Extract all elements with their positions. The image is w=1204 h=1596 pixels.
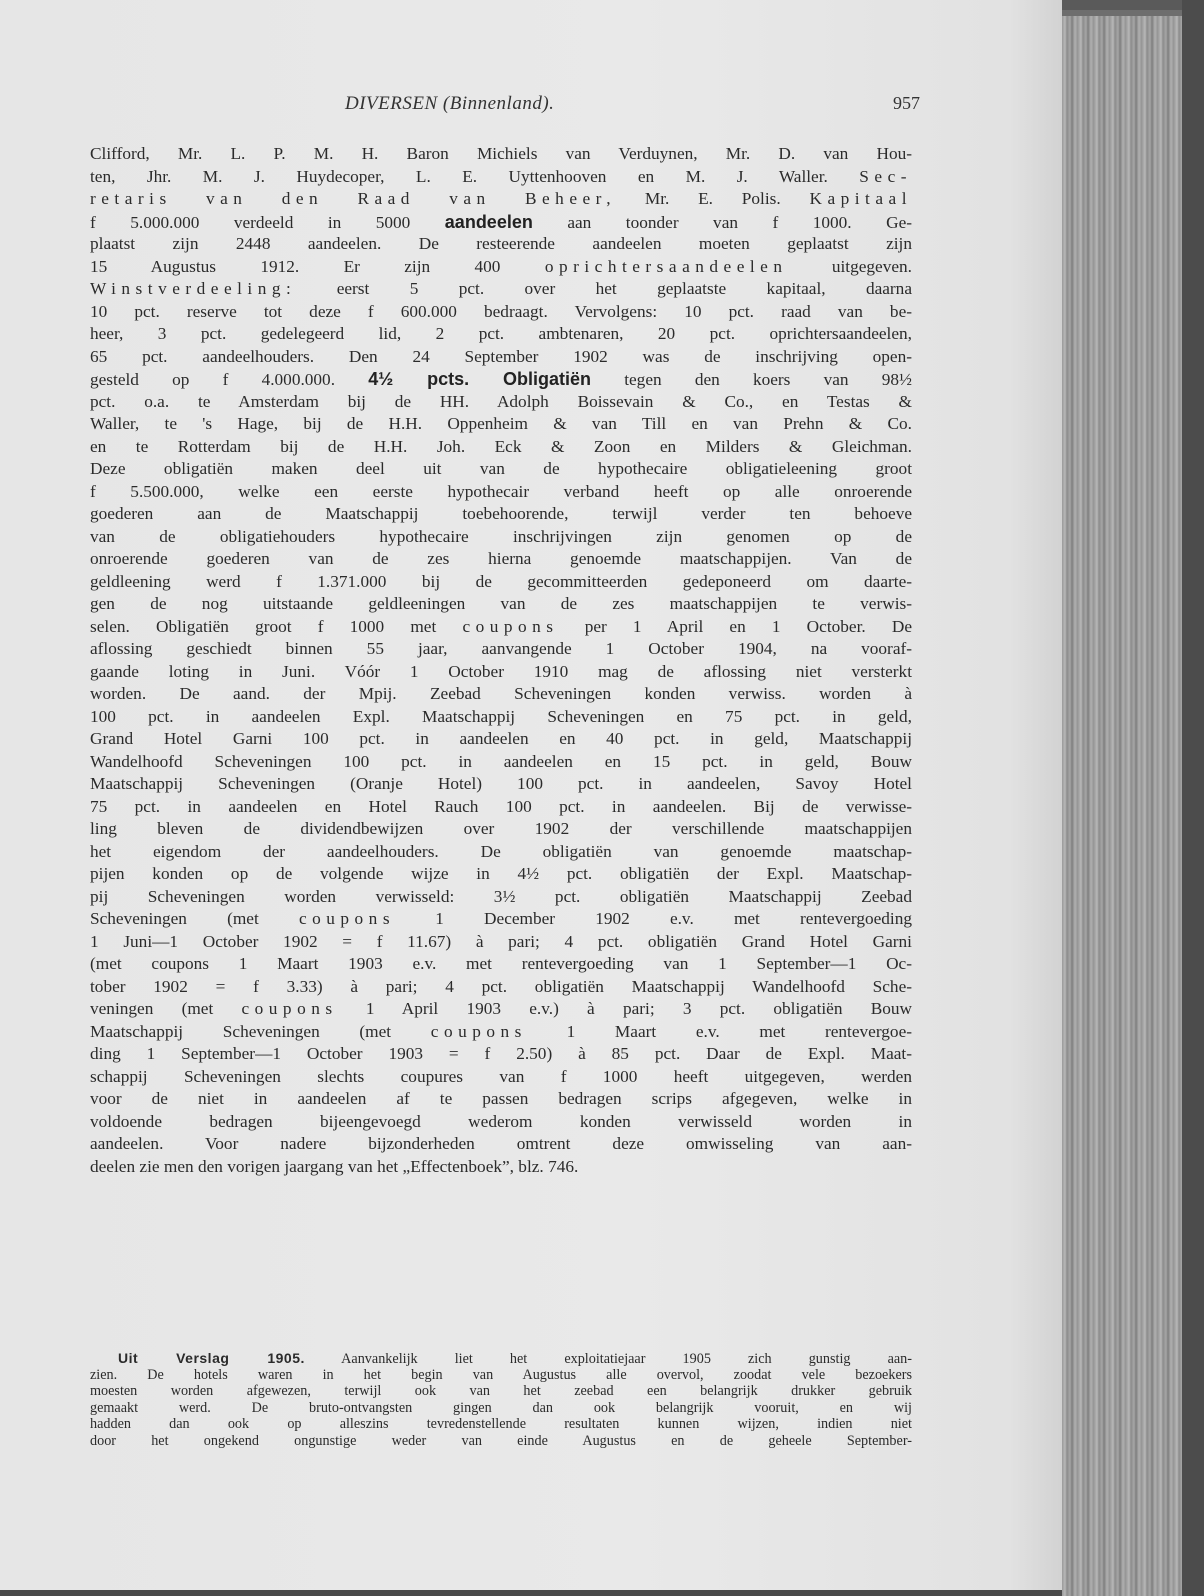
text-line: onroerende goederen van de zes hierna genoemde maatschappijen. Van de: [90, 549, 912, 568]
report-line: Uit Verslag 1905. Aanvankelijk liet het exploitatiejaar 1905 zich gunstig aan-: [118, 1350, 912, 1367]
text-line: gen de nog uitstaande geldleeningen van de zes maatschappijen te verwis-: [90, 594, 912, 613]
text-line: retaris van den Raad van Beheer, Mr. E. Polis. Kapitaal: [90, 189, 913, 208]
report-line: gemaakt werd. De bruto-ontvangsten gingen dan ook belangrijk vooruit, en wij: [90, 1399, 912, 1416]
text-line: Maatschappij Scheveningen (Oranje Hotel) 100 pct. in aandeelen, Savoy Hotel: [90, 774, 912, 793]
text-line: Winstverdeeling: eerst 5 pct. over het geplaatste kapitaal, daarna: [90, 279, 912, 298]
text-line: Grand Hotel Garni 100 pct. in aandeelen en 40 pct. in geld, Maatschappij: [90, 729, 912, 748]
text-line: en te Rotterdam bij de H.H. Joh. Eck & Zoon en Milders & Gleichman.: [90, 436, 912, 456]
text-line: Wandelhoofd Scheveningen 100 pct. in aandeelen en 15 pct. in geld, Bouw: [90, 751, 912, 771]
text-line: pijen konden op de volgende wijze in 4½ pct. obligatiën der Expl. Maatschap-: [90, 864, 912, 883]
text-line: deelen zie men den vorigen jaargang van het „Effectenboek”, blz. 746.: [90, 1156, 579, 1176]
book-page-edges: [1062, 10, 1182, 1596]
text-line: gaande loting in Juni. Vóór 1 October 1910 mag de aflossing niet versterkt: [90, 661, 912, 681]
emphasis-obligatien: 4½ pcts. Obligatiën: [368, 369, 592, 389]
report-line: hadden dan ook op alleszins tevredenstellende resultaten kunnen wijzen, indien niet: [90, 1416, 912, 1433]
page-header: [110, 93, 920, 123]
text-line: 75 pct. in aandeelen en Hotel Rauch 100 pct. in aandeelen. Bij de verwisse-: [90, 796, 912, 816]
text-line: ling bleven de dividendbewijzen over 1902 der verschillende maatschappijen: [90, 819, 912, 838]
text-line: voldoende bedragen bijeengevoegd wederom konden verwisseld worden in: [90, 1111, 912, 1131]
text-line: f 5.500.000, welke een eerste hypothecair verband heeft op alle onroerende: [90, 481, 912, 501]
text-line: schappij Scheveningen slechts coupures van f 1000 heeft uitgegeven, werden: [90, 1066, 912, 1086]
text-line: Deze obligatiën maken deel uit van de hypothecaire obligatieleening groot: [90, 459, 912, 478]
report-line: zien. De hotels waren in het begin van Augustus alle overvol, zoodat vele bezoekers: [90, 1366, 912, 1383]
text-line: heer, 3 pct. gedelegeerd lid, 2 pct. ambtenaren, 20 pct. oprichtersaandeelen,: [90, 324, 912, 343]
text-line: van de obligatiehouders hypothecaire inschrijvingen zijn genomen op de: [90, 526, 912, 546]
text-line: aandeelen. Voor nadere bijzonderheden omtrent deze omwisseling van aan-: [90, 1134, 912, 1153]
text-line: geldleening werd f 1.371.000 bij de gecommitteerden gedeponeerd om daarte-: [90, 571, 912, 591]
text-line: Waller, te 's Hage, bij de H.H. Oppenheim & van Till en van Prehn & Co.: [90, 414, 912, 433]
text-line: 15 Augustus 1912. Er zijn 400 oprichtersaandeelen uitgegeven.: [90, 256, 912, 276]
text-line: selen. Obligatiën groot f 1000 met coupons per 1 April en 1 October. De: [90, 616, 913, 636]
text-line: ding 1 September—1 October 1903 = f 2.50) à 85 pct. Daar de Expl. Maat-: [90, 1044, 912, 1063]
text-line: Clifford, Mr. L. P. M. H. Baron Michiels van Verduynen, Mr. D. van Hou-: [90, 144, 912, 163]
text-line: 100 pct. in aandeelen Expl. Maatschappij Scheveningen en 75 pct. in geld,: [90, 706, 912, 726]
text-line: voor de niet in aandeelen af te passen bedragen scrips afgegeven, welke in: [90, 1089, 912, 1108]
text-line: f 5.000.000 verdeeld in 5000 aandeelen aan toonder van f 1000. Ge-: [90, 211, 913, 232]
text-line: aflossing geschiedt binnen 55 jaar, aanvangende 1 October 1904, na vooraf-: [90, 639, 912, 658]
text-line: (met coupons 1 Maart 1903 e.v. met rentevergoeding van 1 September—1 Oc-: [90, 954, 912, 973]
text-line: goederen aan de Maatschappij toebehoorende, terwijl verder ten behoeve: [90, 504, 912, 523]
page-number: 957: [893, 93, 920, 113]
text-line: 65 pct. aandeelhouders. Den 24 September 1902 was de inschrijving open-: [90, 346, 912, 366]
running-title: DIVERSEN (Binnenland).: [345, 93, 555, 114]
text-line: Scheveningen (met coupons 1 December 1902 e.v. met rentevergoeding: [90, 909, 912, 928]
text-line: pct. o.a. te Amsterdam bij de HH. Adolph Boissevain & Co., en Testas &: [90, 391, 912, 411]
text-line: 1 Juni—1 October 1902 = f 11.67) à pari; 4 pct. obligatiën Grand Hotel Garni: [90, 931, 912, 951]
text-line: gesteld op f 4.000.000. 4½ pcts. Obligatiën tegen den koers van 98½: [90, 369, 912, 389]
report-heading: Uit Verslag 1905.: [118, 1350, 305, 1366]
text-line: het eigendom der aandeelhouders. De obligatiën van genoemde maatschap-: [90, 841, 912, 861]
report-line: door het ongekend ongunstige weder van einde Augustus en de geheele September-: [90, 1432, 912, 1449]
text-line: plaatst zijn 2448 aandeelen. De resteerende aandeelen moeten geplaatst zijn: [90, 234, 912, 253]
text-line: tober 1902 = f 3.33) à pari; 4 pct. obligatiën Maatschappij Wandelhoofd Sche-: [90, 976, 912, 996]
book-cover-edge: [1182, 0, 1204, 1590]
text-line: ten, Jhr. M. J. Huydecoper, L. E. Uyttenhooven en M. J. Waller. Sec-: [90, 166, 912, 186]
emphasis-aandeelen: aandeelen: [444, 211, 533, 232]
report-line: moesten worden afgewezen, terwijl ook van het zeebad een belangrijk drukker gebruik: [90, 1383, 912, 1400]
text-line: Maatschappij Scheveningen (met coupons 1 Maart e.v. met rentevergoe-: [90, 1021, 912, 1041]
text-line: pij Scheveningen worden verwisseld: 3½ pct. obligatiën Maatschappij Zeebad: [90, 886, 912, 906]
text-line: veningen (met coupons 1 April 1903 e.v.) à pari; 3 pct. obligatiën Bouw: [90, 999, 913, 1018]
annual-report-excerpt: [90, 1350, 912, 1450]
main-text-block: [90, 143, 912, 1178]
text-line: 10 pct. reserve tot deze f 600.000 bedraagt. Vervolgens: 10 pct. raad van be-: [90, 301, 912, 321]
text-line: worden. De aand. der Mpij. Zeebad Scheveningen konden verwiss. worden à: [90, 684, 912, 703]
